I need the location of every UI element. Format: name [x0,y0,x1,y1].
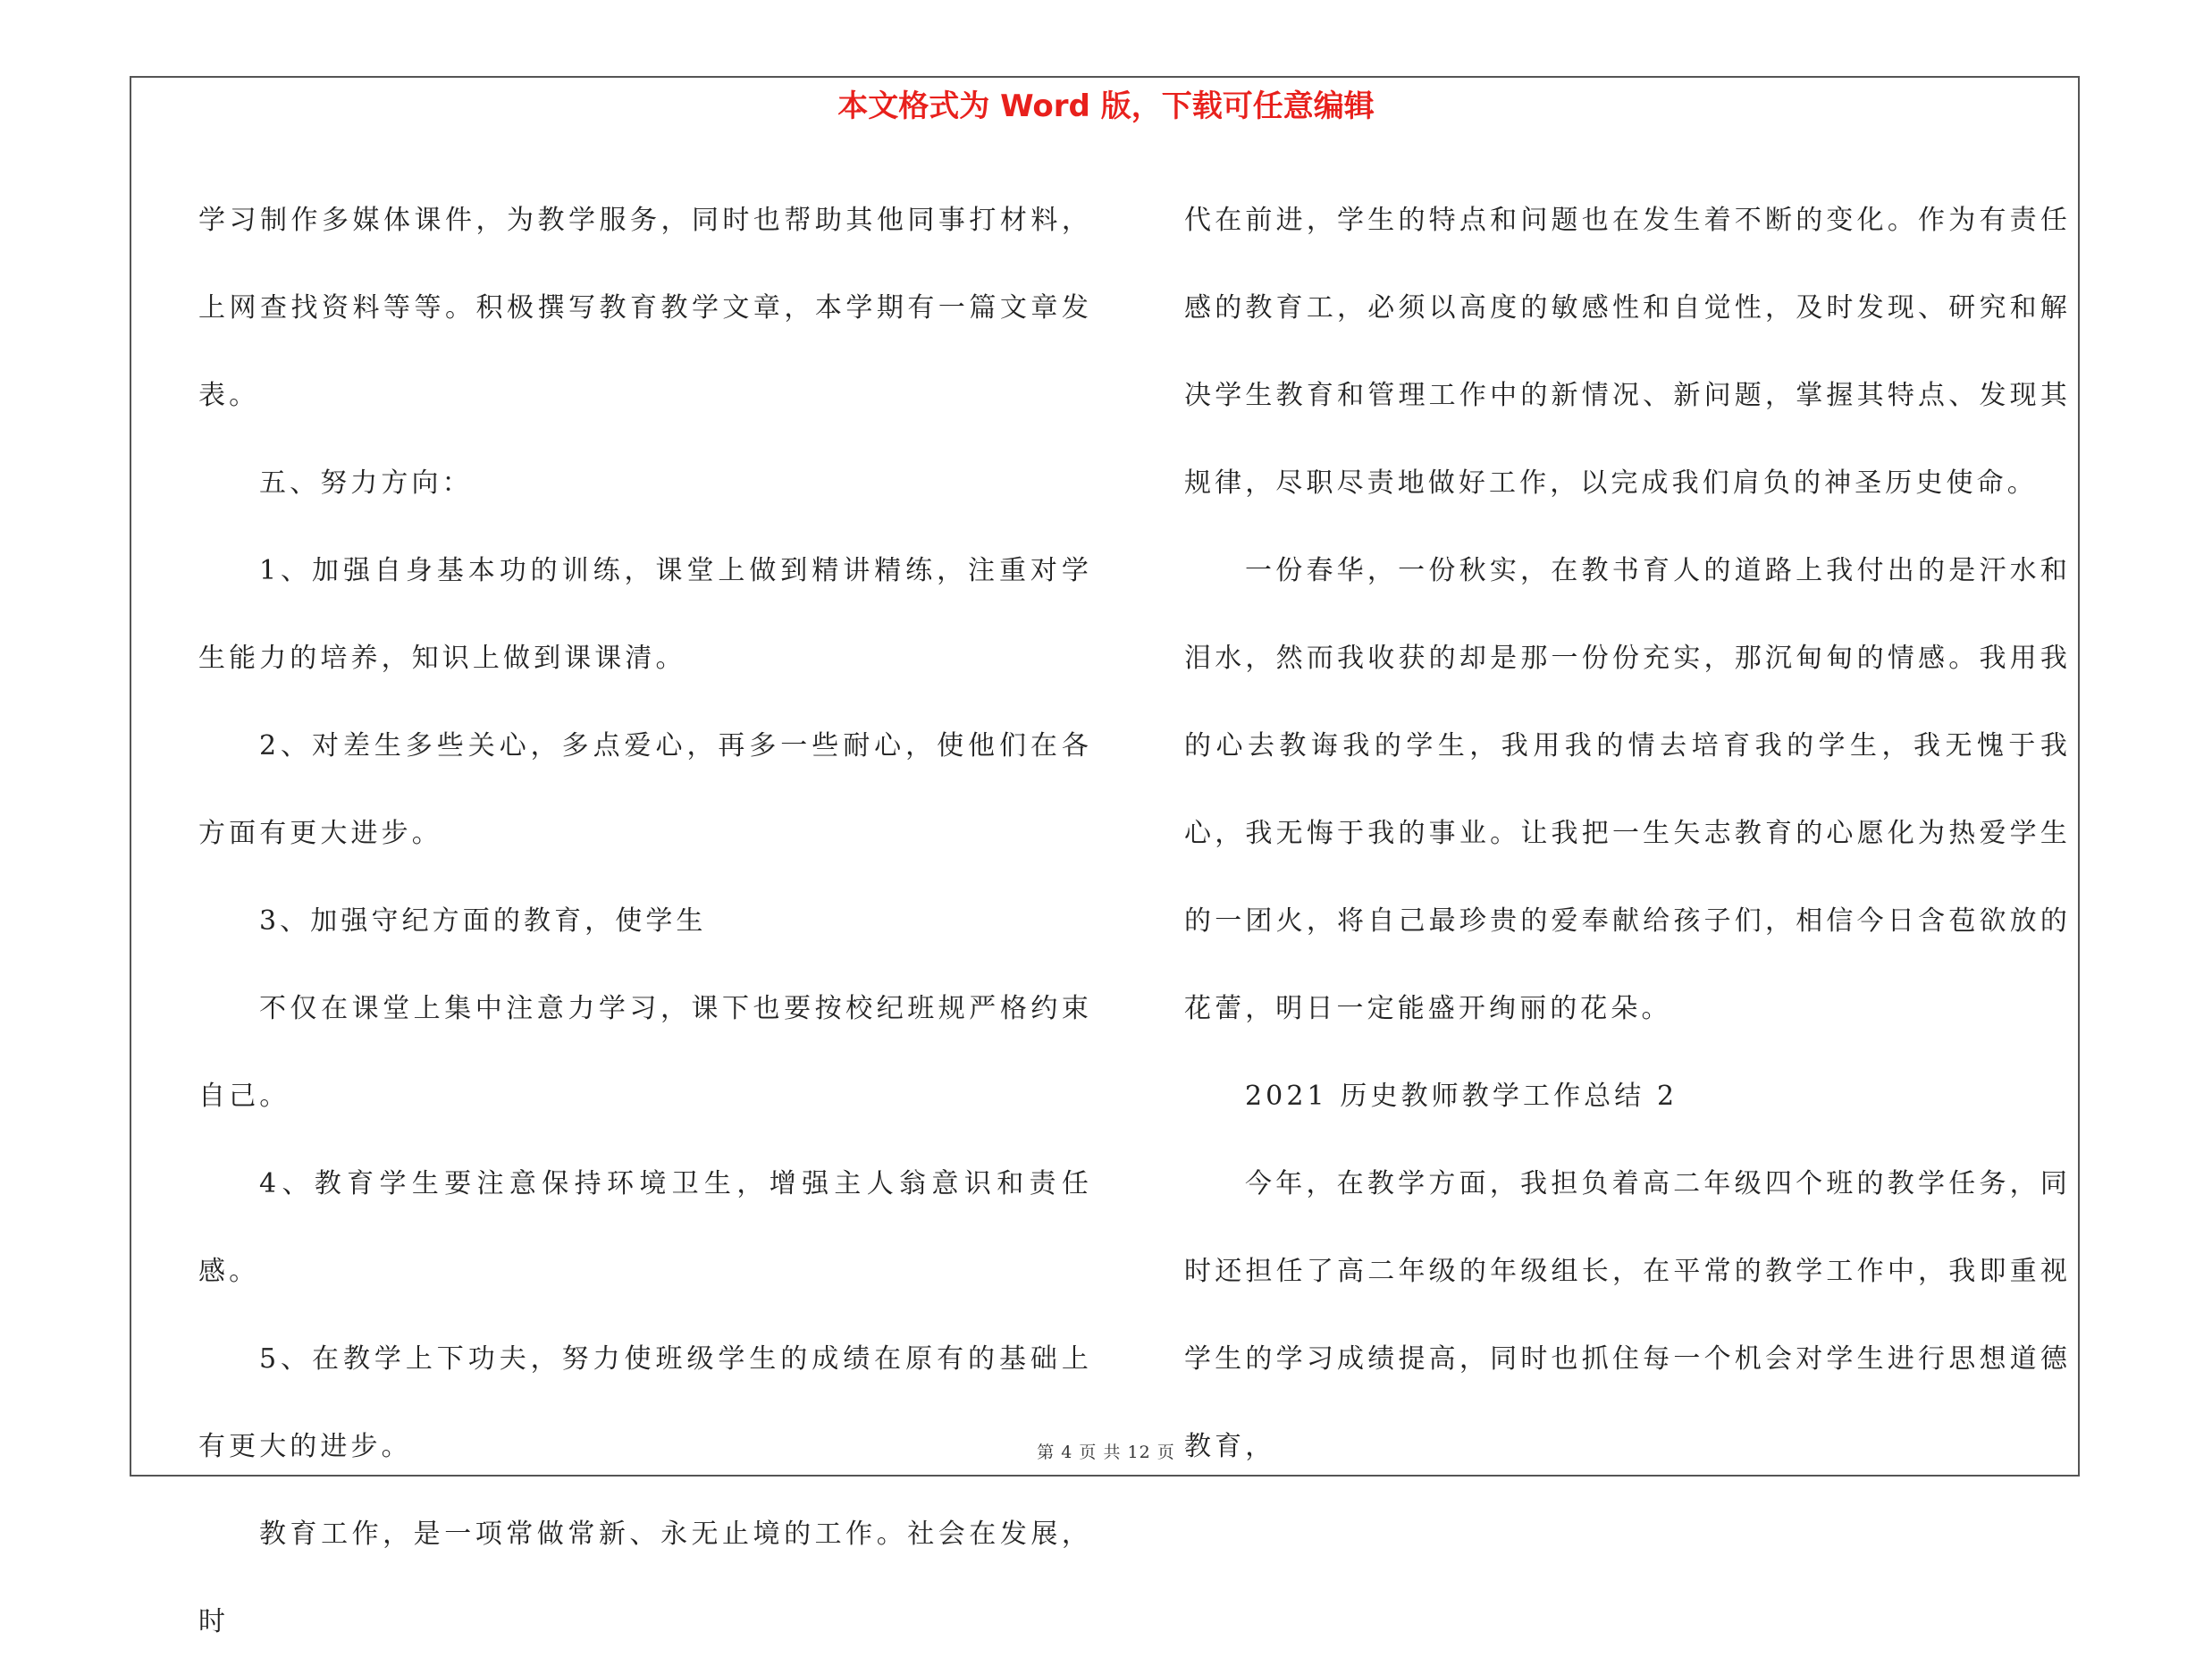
list-item: 4、教育学生要注意保持环境卫生，增强主人翁意识和责任感。 [198,1168,1092,1287]
section-title: 2021 历史教师教学工作总结 2 [1245,1081,1678,1112]
page-number-footer: 第 4 页 共 12 页 [1037,1443,1175,1462]
paragraph: 代在前进，学生的特点和问题也在发生着不断的变化。作为有责任感的教育工，必须以高度的敏感性和自觉性，及时发现、研究和解决学生教育和管理工作中的新情况、新问题，掌握其特点、发现其规律，尽职尽责地做好工作，以完成我们肩负的神圣历史使命。 [1184,205,2071,499]
list-item: 5、在教学上下功夫，努力使班级学生的成绩在原有的基础上有更大的进步。 [198,1343,1092,1462]
paragraph: 教育工作，是一项常做常新、永无止境的工作。社会在发展，时 [198,1519,1092,1637]
word-format-banner: 本文格式为 Word 版，下载可任意编辑 [837,88,1375,124]
right-column [1184,177,2071,1491]
paragraph: 学习制作多媒体课件，为教学服务，同时也帮助其他同事打材料，上网查找资料等等。积极撰写教育教学文章，本学期有一篇文章发表。 [198,205,1092,411]
paragraph: 不仅在课堂上集中注意力学习，课下也要按校纪班规严格约束自己。 [198,993,1092,1112]
list-item: 2、对差生多些关心，多点爱心，再多一些耐心，使他们在各方面有更大进步。 [198,730,1092,849]
paragraph: 一份春华，一份秋实，在教书育人的道路上我付出的是汗水和泪水，然而我收获的却是那一份份充实，那沉甸甸的情感。我用我的心去教诲我的学生，我用我的情去培育我的学生，我无愧于我心，我无悔于我的事业。让我把一生矢志教育的心愿化为热爱学生的一团火，将自己最珍贵的爱奉献给孩子们，相信今日含苞欲放的花蕾，明日一定能盛开绚丽的花朵。 [1184,555,2071,1024]
list-item: 3、加强守纪方面的教育，使学生 [259,905,707,937]
section-heading: 五、努力方向： [259,467,473,499]
paragraph: 今年，在教学方面，我担负着高二年级四个班的教学任务，同时还担任了高二年级的年级组长，在平常的教学工作中，我即重视学生的学习成绩提高，同时也抓住每一个机会对学生进行思想道德教育， [1184,1168,2071,1462]
list-item: 1、加强自身基本功的训练，课堂上做到精讲精练，注重对学生能力的培养，知识上做到课课清。 [198,555,1092,674]
